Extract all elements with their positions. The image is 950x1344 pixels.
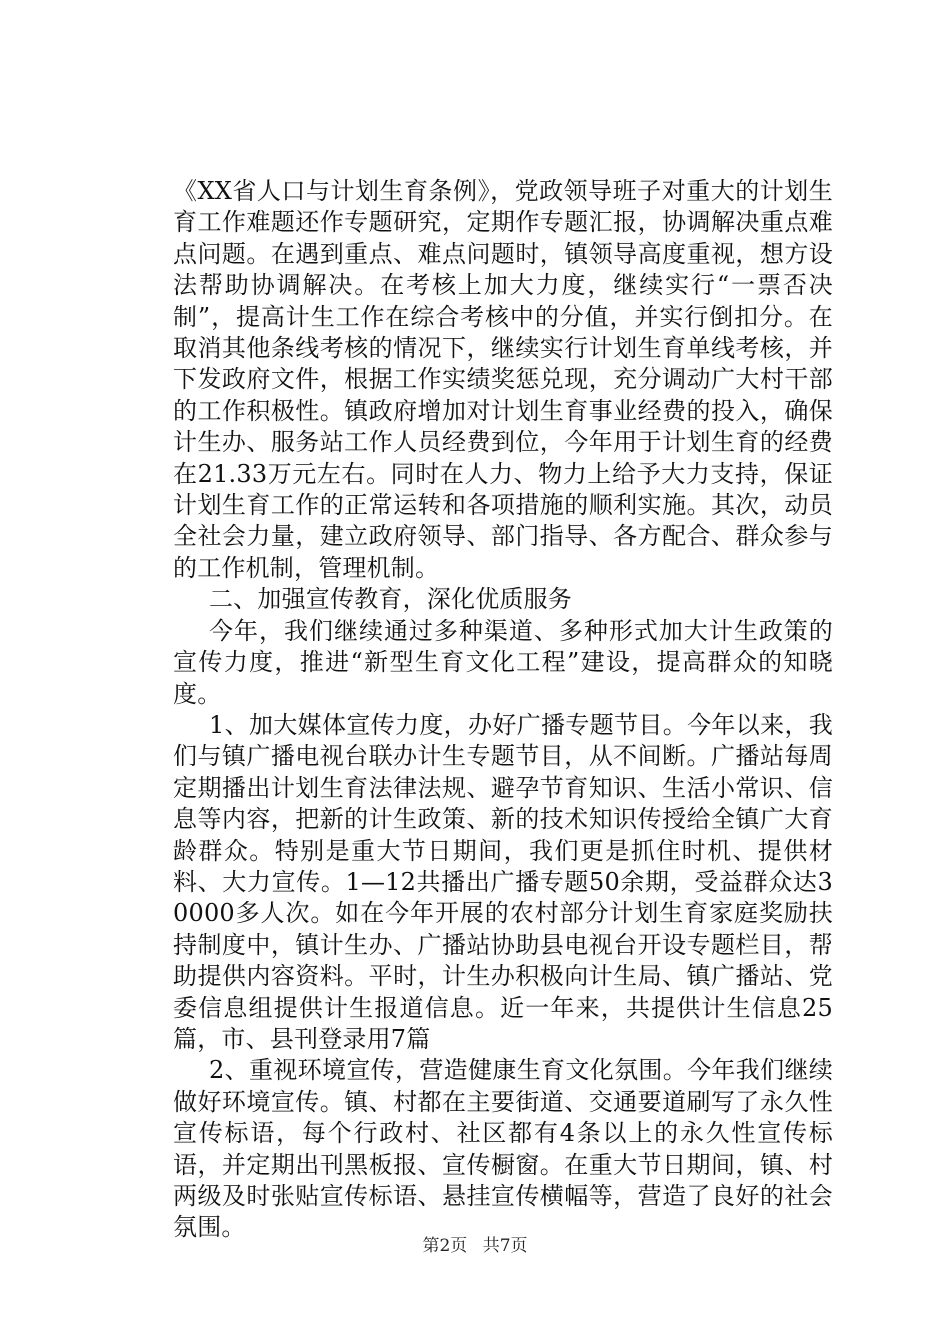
section-heading-publicity: 二、加强宣传教育，深化优质服务 xyxy=(209,585,572,614)
page-total: 共7页 xyxy=(482,1236,528,1256)
page-footer xyxy=(0,1236,950,1256)
paragraph-environment-publicity: 2、重视环境宣传，营造健康生育文化氛围。今年我们继续做好环境宣传。镇、村都在主要街道、交通要道刷写了永久性宣传标语，每个行政村、社区都有4条以上的永久性宣传标语，并定期出刊黑板报、宣传橱窗。在重大节日期间，镇、村两级及时张贴宣传标语、悬挂宣传横幅等，营造了良好的社会氛围。 xyxy=(173,1056,833,1242)
page-number: 第2页 xyxy=(422,1236,468,1256)
paragraph-intro-publicity: 今年，我们继续通过多种渠道、多种形式加大计生政策的宣传力度，推进“新型生育文化工程”建设，提高群众的知晓度。 xyxy=(173,616,833,708)
document-body xyxy=(173,176,833,1244)
paragraph-media-publicity: 1、加大媒体宣传力度，办好广播专题节目。今年以来，我们与镇广播电视台联办计生专题节目，从不间断。广播站每周定期播出计划生育法律法规、避孕节育知识、生活小常识、信息等内容，把新的计生政策、新的技术知识传授给全镇广大育龄群众。特别是重大节日期间，我们更是抓住时机、提供材料、大力宣传。1—12共播出广播专题50余期，受益群众达30000多人次。如在今年开展的农村部分计划生育家庭奖励扶持制度中，镇计生办、广播站协助县电视台开设专题栏目，帮助提供内容资料。平时，计生办积极向计生局、镇广播站、党委信息组提供计生报道信息。近一年来，共提供计生信息25篇，市、县刊登录用7篇 xyxy=(173,710,833,1053)
paragraph-leadership: 《XX省人口与计划生育条例》，党政领导班子对重大的计划生育工作难题还作专题研究，定期作专题汇报，协调解决重点难点问题。在遇到重点、难点问题时，镇领导高度重视，想方设法帮助协调解决。在考核上加大力度，继续实行“一票否决制”，提高计生工作在综合考核中的分值，并实行倒扣分。在取消其他条线考核的情况下，继续实行计划生育单线考核，并下发政府文件，根据工作实绩奖惩兑现，充分调动广大村干部的工作积极性。镇政府增加对计划生育事业经费的投入，确保计生办、服务站工作人员经费到位，今年用于计划生育的经费在21.33万元左右。同时在人力、物力上给予大力支持，保证计划生育工作的正常运转和各项措施的顺利实施。其次，动员全社会力量，建立政府领导、部门指导、各方配合、群众参与的工作机制，管理机制。 xyxy=(173,177,833,582)
